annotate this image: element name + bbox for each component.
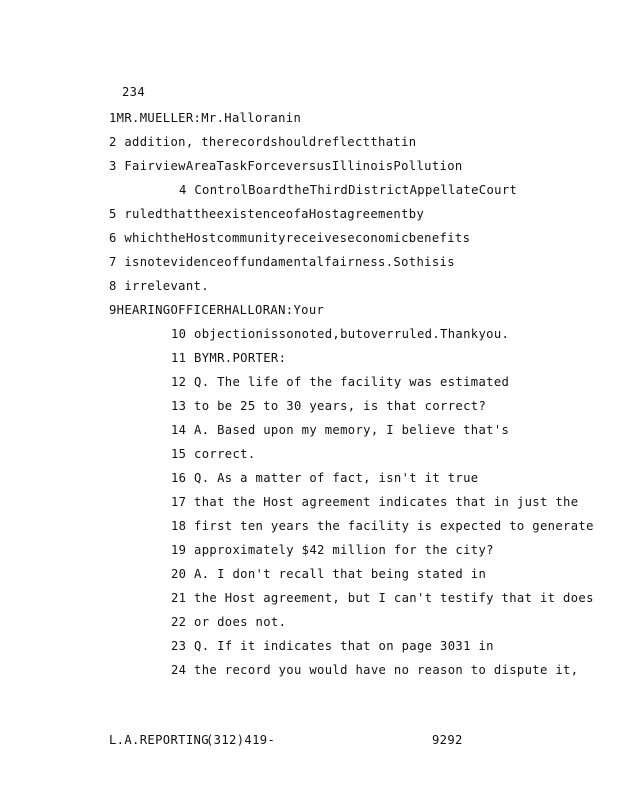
transcript-line-19: 19 approximately $42 million for the city? [171,543,494,557]
transcript-line-14: 14 A. Based upon my memory, I believe that's [171,423,510,437]
transcript-line-16: 16 Q. As a matter of fact, isn't it true [171,471,479,485]
transcript-line-1: 1MR.MUELLER:Mr.Halloranin [109,111,302,125]
transcript-line-4: 4 ControlBoardtheThirdDistrictAppellateCourt [179,183,518,197]
transcript-line-20: 20 A. I don't recall that being stated in [171,567,487,581]
transcript-line-6: 6 whichtheHostcommunityreceiveseconomicbenefits [109,231,471,245]
transcript-line-17: 17 that the Host agreement indicates that in just the [171,495,579,509]
transcript-line-7: 7 isnotevidenceoffundamentalfairness.Sothisis [109,255,455,269]
transcript-line-3: 3 FairviewAreaTaskForceversusIllinoisPollution [109,159,463,173]
transcript-line-8: 8 irrelevant. [109,279,209,293]
transcript-line-13: 13 to be 25 to 30 years, is that correct? [171,399,487,413]
transcript-line-22: 22 or does not. [171,615,287,629]
transcript-line-24: 24 the record you would have no reason to dispute it, [171,663,579,677]
transcript-line-15: 15 correct. [171,447,256,461]
transcript-line-5: 5 ruledthattheexistenceofaHostagreementby [109,207,425,221]
transcript-line-23: 23 Q. If it indicates that on page 3031 in [171,639,494,653]
transcript-line-9: 9HEARINGOFFICERHALLORAN:Your [109,303,325,317]
transcript-line-11: 11 BYMR.PORTER: [171,351,287,365]
transcript-line-21: 21 the Host agreement, but I can't testify that it does [171,591,594,605]
footer-phone-area: (312)419- [206,733,276,747]
transcript-line-18: 18 first ten years the facility is expected to generate [171,519,594,533]
page-number: 234 [122,85,146,99]
transcript-line-10: 10 objectionissonoted,butoverruled.Thankyou. [171,327,510,341]
transcript-line-12: 12 Q. The life of the facility was estimated [171,375,510,389]
footer-phone-number: 9292 [432,733,463,747]
transcript-line-2: 2 addition, therecordshouldreflectthatin [109,135,417,149]
footer-reporter: L.A.REPORTING [109,733,209,747]
